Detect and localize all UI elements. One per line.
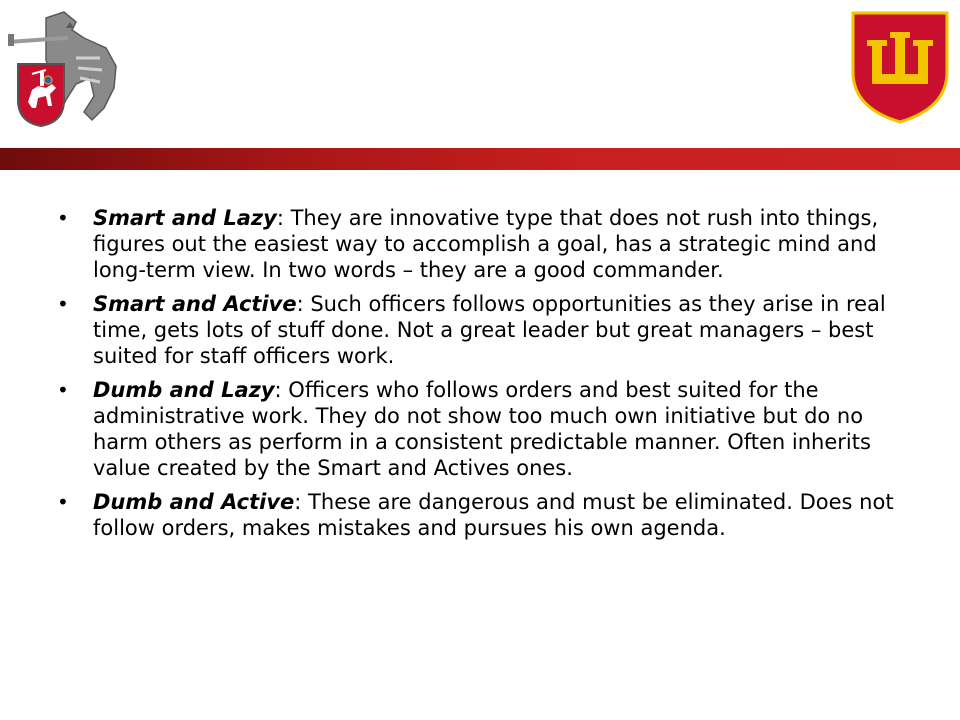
bullet-separator: : [276, 206, 284, 230]
bullet-separator: : [294, 490, 302, 514]
wolf-knight-coat-of-arms-icon [6, 8, 128, 128]
bullet-list [55, 205, 915, 541]
bullet-term: Dumb and Active [93, 490, 295, 514]
bullet-dot-icon: • [57, 206, 69, 230]
gediminas-columns-shield-icon [850, 10, 950, 124]
bullet-dot-icon: • [57, 292, 69, 316]
bullet-smart-lazy [55, 205, 915, 283]
header-banner [0, 148, 960, 170]
bullet-text: They are innovative type that does not rush into things, figures out the easiest way to accomplish a goal, has a strategic mind and long-term view. In two words – they are a good commander. [93, 206, 879, 282]
bullet-separator: : [296, 292, 304, 316]
bullet-dumb-lazy [55, 377, 915, 481]
bullet-separator: : [274, 378, 282, 402]
bullet-text: These are dangerous and must be eliminated. Does not follow orders, makes mistakes and pursues his own agenda. [93, 490, 894, 540]
bullet-term: Smart and Lazy [93, 206, 277, 230]
bullet-dumb-active [55, 489, 915, 541]
bullet-dot-icon: • [57, 490, 69, 514]
bullet-dot-icon: • [57, 378, 69, 402]
bullet-smart-active [55, 291, 915, 369]
slide-content [55, 205, 915, 549]
bullet-term: Dumb and Lazy [93, 378, 275, 402]
bullet-text: Officers who follows orders and best suited for the administrative work. They do not show too much own initiative but do no harm others as perform in a consistent predictable manner. Often inherits value created by the Smart and Actives ones. [93, 378, 871, 480]
bullet-term: Smart and Active [93, 292, 297, 316]
bullet-text: Such officers follows opportunities as they arise in real time, gets lots of stuff done. Not a great leader but great managers – best suited for staff officers work. [93, 292, 886, 368]
